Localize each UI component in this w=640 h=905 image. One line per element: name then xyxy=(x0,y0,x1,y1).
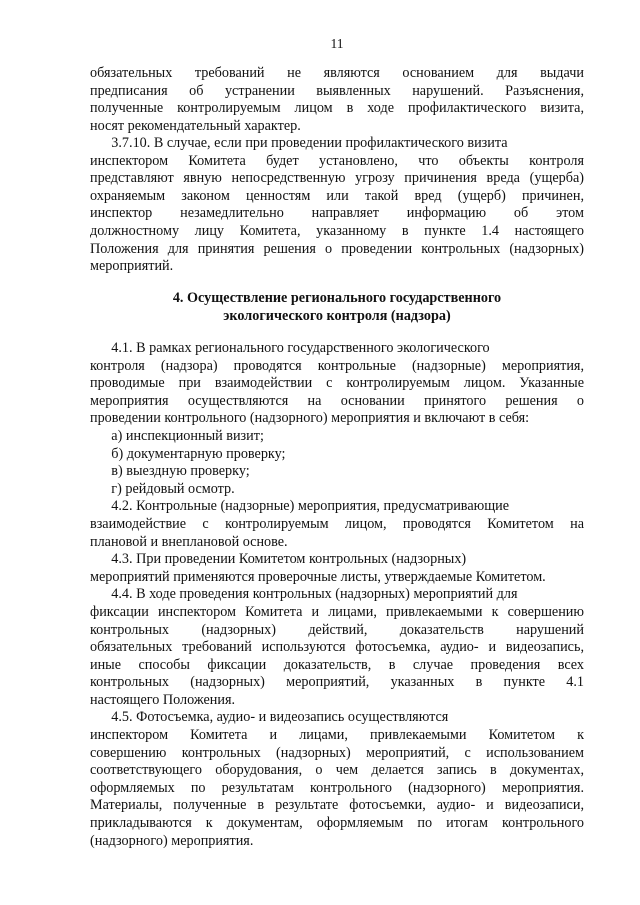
section-heading xyxy=(90,290,584,325)
list-item: в) выездную проверку; xyxy=(90,463,250,480)
text-line: 4.1. В рамках регионального государственного экологического xyxy=(90,340,490,356)
text-line: предписания об устранении выявленных нарушений. Разъяснения, xyxy=(90,82,584,99)
text-line: представляют явную непосредственную угрозу причинения вреда (ущерба) xyxy=(90,170,584,187)
text-line: охраняемым законом ценностям или такой вред (ущерб) причинен, xyxy=(90,187,584,204)
text-line: совершению контрольных (надзорных) мероприятий, с использованием xyxy=(90,744,584,761)
text-line: 4.2. Контрольные (надзорные) мероприятия, предусматривающие xyxy=(90,498,510,515)
text-line: оформляемых по результатам контрольного (надзорного) мероприятия. xyxy=(90,779,584,796)
text-line: взаимодействие с контролируемым лицом, проводятся Комитетом на xyxy=(90,515,584,532)
heading-line: 4. Осуществление регионального государственного xyxy=(172,290,502,306)
text-line: проведении контрольного (надзорного) мероприятия и включают в себя: xyxy=(90,410,530,427)
text-line: мероприятия осуществляются на основании принятого решения о xyxy=(90,392,584,409)
text-line: фиксации инспектором Комитета и лицами, привлекаемыми к совершению xyxy=(90,603,584,620)
list-item: г) рейдовый осмотр. xyxy=(90,480,235,497)
text-line: контрольных (надзорных) действий, доказательств нарушений xyxy=(90,621,584,638)
text-line: должностному лицу Комитета, указанному в пункте 1.4 настоящего xyxy=(90,222,584,239)
paragraph-continuation xyxy=(90,65,584,135)
text-line: инспектор незамедлительно направляет информацию об этом xyxy=(90,205,584,222)
text-line: обязательных требований используются фотосъемка, аудио- и видеозапись, xyxy=(90,639,584,656)
text-line: мероприятий применяются проверочные листы, утверждаемые Комитетом. xyxy=(90,568,546,585)
text-line: проводимые при взаимодействии с контролируемым лицом. Указанные xyxy=(90,375,584,392)
text-line: полученные контролируемым лицом в ходе профилактического визита, xyxy=(90,100,584,117)
text-line: прикладываются к документам, оформляемым по итогам контрольного xyxy=(90,815,584,832)
text-line: носят рекомендательный характер. xyxy=(90,117,301,134)
text-line: иные способы фиксации доказательств, в случае проведения всех xyxy=(90,656,584,673)
text-line: настоящего Положения. xyxy=(90,691,236,708)
text-line: Материалы, полученные в результате фотосъемки, аудио- и видеозаписи, xyxy=(90,797,584,814)
text-line: обязательных требований не являются основанием для выдачи xyxy=(90,65,584,81)
text-line: Положения для принятия решения о проведении контрольных (надзорных) xyxy=(90,240,584,257)
text-line: 4.5. Фотосъемка, аудио- и видеозапись осуществляются xyxy=(90,709,449,726)
text-line: инспектором Комитета будет установлено, что объекты контроля xyxy=(90,152,584,169)
list-item: б) документарную проверку; xyxy=(90,445,286,462)
text-line: мероприятий. xyxy=(90,258,174,275)
text-line: инспектором Комитета и лицами, привлекаемыми Комитетом к xyxy=(90,727,584,744)
text-line: 4.4. В ходе проведения контрольных (надзорных) мероприятий для xyxy=(90,586,518,603)
section-4-body xyxy=(90,340,584,850)
text-line: контрольных (надзорных) мероприятий, указанных в пункте 4.1 xyxy=(90,674,584,691)
text-line: 4.3. При проведении Комитетом контрольных (надзорных) xyxy=(90,551,467,568)
text-line: плановой и внеплановой основе. xyxy=(90,533,288,550)
paragraph-3-7-10 xyxy=(90,135,584,276)
list-item: а) инспекционный визит; xyxy=(90,427,264,444)
page-number: 11 xyxy=(330,36,344,51)
text-line: (надзорного) мероприятия. xyxy=(90,832,254,849)
heading-line: экологического контроля (надзора) xyxy=(223,307,451,324)
text-line: 3.7.10. В случае, если при проведении профилактического визита xyxy=(90,135,508,151)
document-page xyxy=(90,0,584,905)
text-line: соответствующего оборудования, о чем делается запись в документах, xyxy=(90,762,584,779)
text-line: контроля (надзора) проводятся контрольные (надзорные) мероприятия, xyxy=(90,357,584,374)
